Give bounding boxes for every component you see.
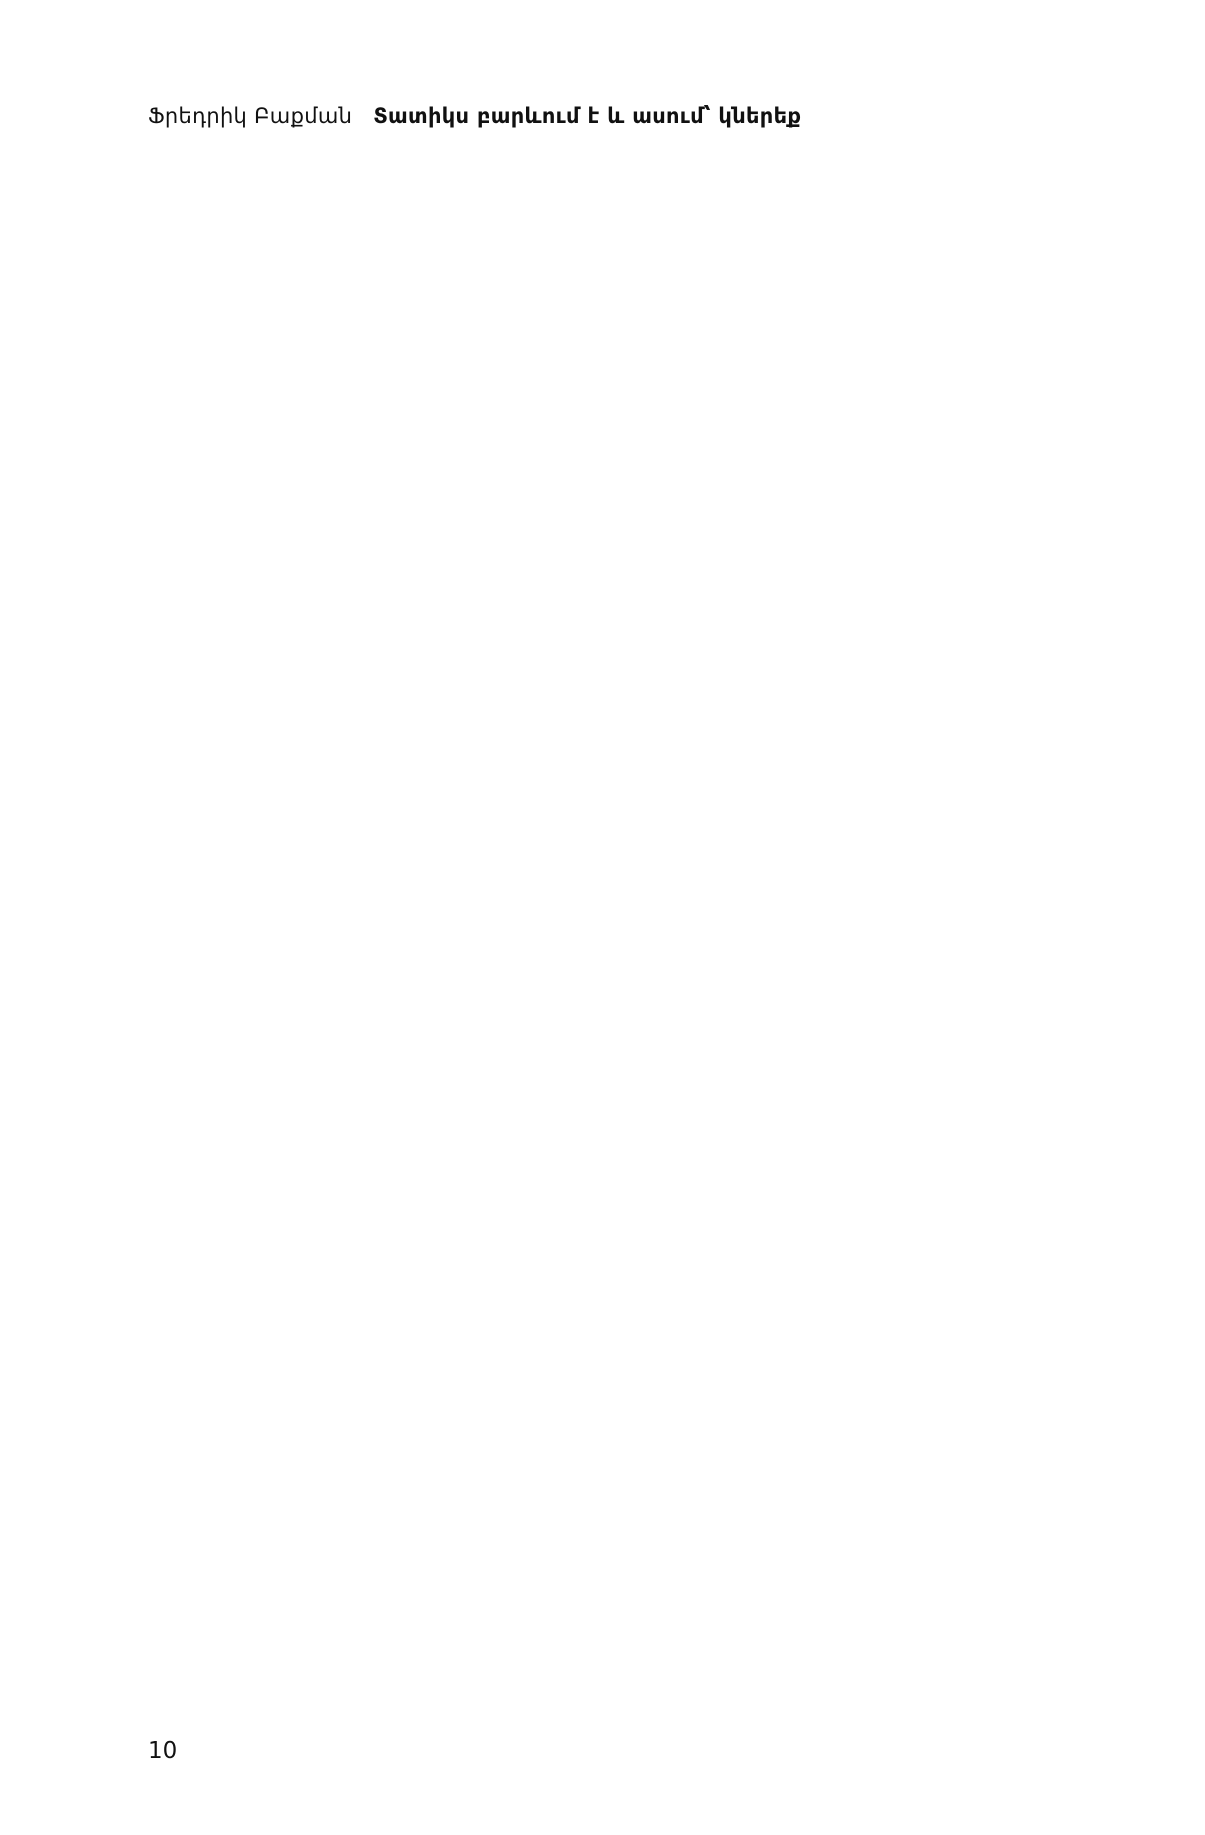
page-number: 10: [148, 1738, 178, 1764]
header-author: Ֆրեդրիկ Բաքման: [148, 104, 353, 128]
header-book-title: Տատիկս բարևում է և ասում՝ կներեք: [373, 104, 802, 128]
running-header: [148, 104, 801, 128]
